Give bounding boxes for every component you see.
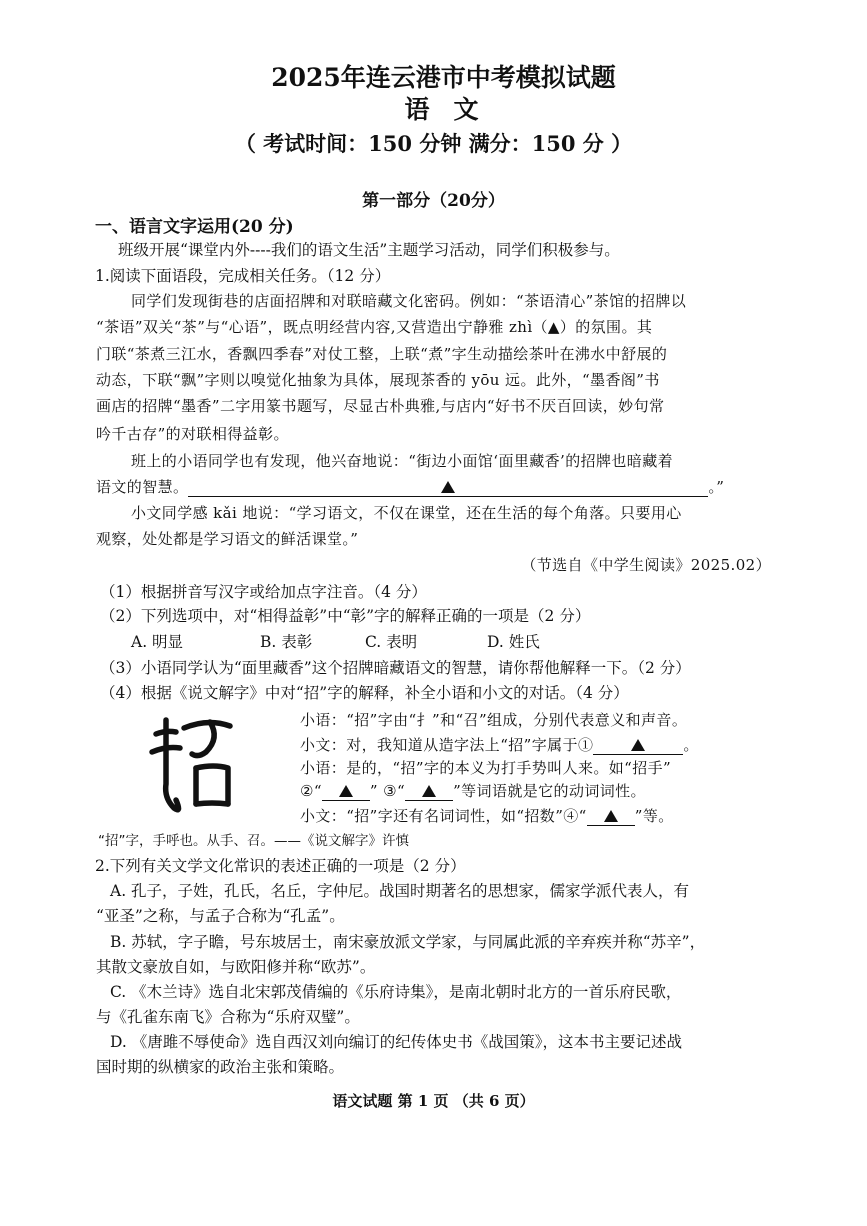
q2-option-a-cont: “亚圣”之称，与孟子合称为“孔孟”。 (96, 907, 345, 925)
dialog-line: 小语：是的，“招”字的本义为打手势叫人来。如“招手” (300, 759, 672, 777)
q1-sub4: （4）根据《说文解字》中对“招”字的解释，补全小语和小文的对话。（4 分） (100, 684, 629, 702)
option-a[interactable]: A. 明显 (131, 633, 184, 651)
exam-meta: （ 考试时间：150 分钟 满分：150 分 ） (234, 131, 633, 156)
passage-line: 画店的招牌“墨香”二字用篆书题写，尽显古朴典雅,与店内“好书不厌百回读，妙句常 (96, 397, 665, 415)
passage-line: 门联“茶煮三江水，香飘四季春”对仗工整，上联“煮”字生动描绘茶叶在沸水中舒展的 (96, 345, 668, 363)
passage-line (96, 476, 724, 497)
subject-title: 语文 (404, 95, 503, 124)
passage-line: “茶语”双关“茶”与“心语”，既点明经营内容,又营造出宁静雅 zhì（▲）的氛围。其 (96, 318, 653, 336)
seal-caption: “招”字，手呼也。从手、召。——《说文解字》许慎 (98, 833, 409, 849)
passage-line: 吟千古存”的对联相得益彰。 (96, 425, 289, 443)
dialog-text: 小文：对，我知道从造字法上“招”字属于① (300, 736, 594, 754)
seal-script-zhao-icon (148, 712, 238, 816)
intro-text: 班级开展“课堂内外----我们的语文生活”主题学习活动，同学们积极参与。 (118, 241, 620, 259)
option-b[interactable]: B. 表彰 (260, 633, 313, 651)
passage-line: 动态，下联“飘”字则以嗅觉化抽象为具体，展现茶香的 yōu 远。此外，“墨香阁”书 (96, 371, 660, 389)
dialog-text: ②“ (300, 782, 322, 800)
q1-heading: 1.阅读下面语段，完成相关任务。（12 分） (95, 267, 391, 285)
dialog-text: ”等词语就是它的动词词性。 (453, 782, 646, 800)
passage-text: 。” (708, 478, 725, 496)
q2-option-a[interactable]: A. 孔子，子姓，孔氏，名丘，字仲尼。战国时期著名的思想家，儒家学派代表人，有 (110, 882, 690, 900)
part-heading: 第一部分（20分） (362, 191, 505, 211)
q2-option-b-cont: 其散文豪放自如，与欧阳修并称“欧苏”。 (96, 958, 376, 976)
passage-text: 语文的智慧。 (96, 478, 189, 496)
option-d[interactable]: D. 姓氏 (487, 633, 540, 651)
q2-option-d-cont: 国时期的纵横家的政治主张和策略。 (96, 1058, 345, 1076)
triangle-marker-icon (631, 739, 645, 751)
triangle-marker-icon (441, 481, 455, 493)
dialog-line: 小语：“招”字由“扌”和“召”组成，分别代表意义和声音。 (300, 711, 688, 729)
option-c[interactable]: C. 表明 (365, 633, 418, 651)
answer-blank[interactable] (593, 736, 683, 755)
passage-line: 小文同学感 kǎi 地说：“学习语文，不仅在课堂，还在生活的每个角落。只要用心 (131, 504, 682, 522)
exam-title: 2025年连云港市中考模拟试题 (271, 63, 616, 92)
answer-blank[interactable] (587, 807, 635, 826)
source-citation: （节选自《中学生阅读》2025.02） (521, 556, 771, 574)
q2-option-d[interactable]: D. 《唐雎不辱使命》选自西汉刘向编订的纪传体史书《战国策》，这本书主要记述战 (110, 1033, 682, 1051)
dialog-line (300, 734, 699, 755)
passage-line: 同学们发现街巷的店面招牌和对联暗藏文化密码。例如：“茶语清心”茶馆的招牌以 (131, 292, 687, 310)
q1-sub2: （2）下列选项中，对“相得益彰”中“彰”字的解释正确的一项是（2 分） (100, 607, 591, 625)
passage-line: 观察，处处都是学习语文的鲜活课堂。” (96, 530, 359, 548)
dialog-line (300, 805, 674, 826)
answer-blank[interactable] (322, 782, 370, 801)
dialog-text: 小文：“招”字还有名词词性，如“招数”④“ (300, 807, 587, 825)
dialog-text: ” ③“ (369, 782, 406, 800)
answer-blank[interactable] (188, 478, 708, 497)
dialog-text: 。 (683, 736, 699, 754)
page-footer: 语文试题 第 1 页 （共 6 页） (332, 1092, 535, 1110)
triangle-marker-icon (339, 785, 353, 797)
triangle-marker-icon (604, 810, 618, 822)
q2-heading: 2.下列有关文学文化常识的表述正确的一项是（2 分） (95, 857, 466, 875)
q1-sub3: （3）小语同学认为“面里藏香”这个招牌暗藏语文的智慧，请你帮他解释一下。（2 分） (100, 659, 691, 677)
q2-option-b[interactable]: B. 苏轼，字子瞻，号东坡居士，南宋豪放派文学家，与同属此派的辛弃疾并称“苏辛”， (110, 933, 706, 951)
section-heading: 一、语言文字运用(20 分) (95, 217, 294, 237)
dialog-line (300, 780, 646, 801)
q2-option-c-cont: 与《孔雀东南飞》合称为“乐府双璧”。 (96, 1008, 360, 1026)
passage-line: 班上的小语同学也有发现，他兴奋地说：“街边小面馆‘面里藏香’的招牌也暗藏着 (131, 452, 674, 470)
q2-option-c[interactable]: C. 《木兰诗》选自北宋郭茂倩编的《乐府诗集》，是南北朝时北方的一首乐府民歌， (110, 983, 682, 1001)
dialog-text: ”等。 (634, 807, 674, 825)
triangle-marker-icon (422, 785, 436, 797)
answer-blank[interactable] (405, 782, 453, 801)
q1-sub1: （1）根据拼音写汉字或给加点字注音。（4 分） (100, 583, 427, 601)
